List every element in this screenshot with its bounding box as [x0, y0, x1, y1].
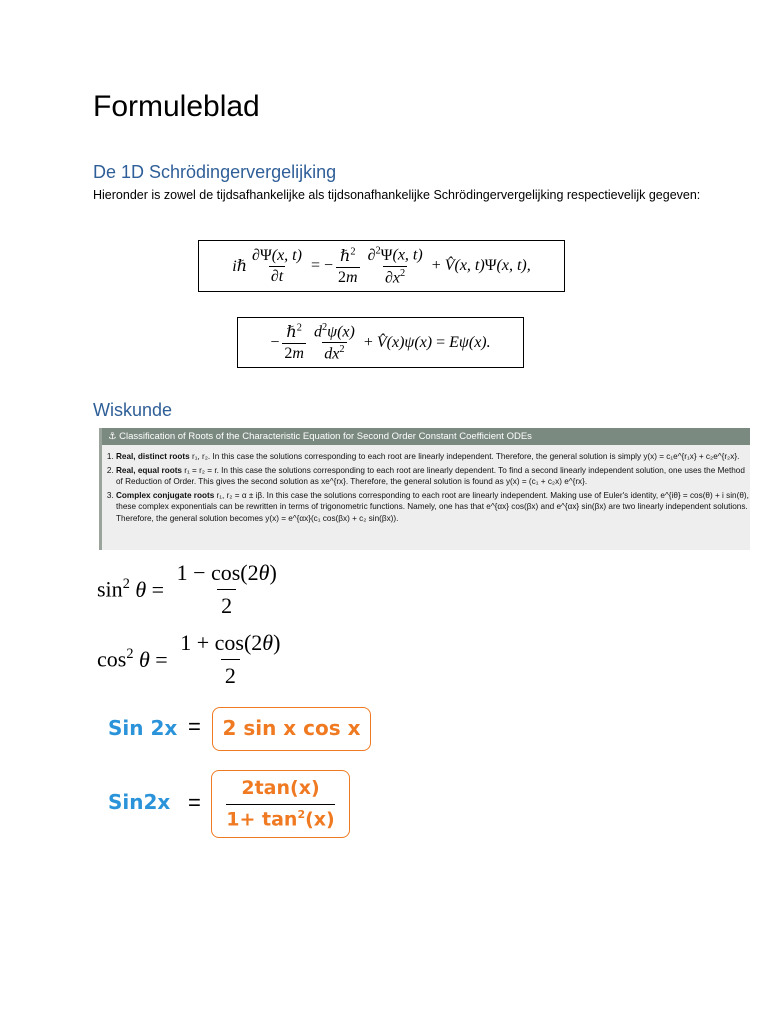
sin-squared-identity: $\sin^2$ θ = $\frac{1 - \cos(2\theta)}{2}$ — [97, 560, 277, 618]
tan-den-pre: 1+ tan — [226, 808, 298, 831]
equals-sign-2: = — [188, 790, 201, 815]
item-text: r₁, r₂ = α ± iβ. In this case the solutions corresponding to each root are linearly independent. Making use of Euler's identity, e^{iθ} = cos(θ) + i sin(θ), these complex exponentials can be rewritten in terms of trigonometric functions. Namely, one has that e^{αx} cos(βx) and e^{αx} sin(βx) are two linearly independent solutions. Therefore, the general solution becomes y(x) = e^{αx}(c₁ cos(βx) + c₂ sin(βx)). — [116, 490, 749, 523]
item-title: Real, equal roots — [116, 465, 182, 475]
tan-denominator — [212, 808, 349, 830]
time-dependent-equation: iℏ $\frac{\partial\Psi(x, t)}{\partial t}$ = − $\frac{\hbar^2}{2m}$ $\frac{\partial^2\Psi(x, t)}{\partial x^2}$ + V̂(x, t)Ψ(x, t), — [198, 240, 565, 292]
list-item — [116, 465, 750, 488]
panel-header-text: Classification of Roots of the Characteristic Equation for Second Order Constant Coefficient ODEs — [119, 431, 532, 442]
sin2x-label-2: Sin2x — [108, 790, 171, 814]
schrodinger-heading: De 1D Schrödingervergelijking — [93, 162, 337, 182]
list-item — [116, 490, 750, 525]
cos-squared-identity: $\cos^2$ θ = $\frac{1 + \cos(2\theta)}{2}$ — [97, 630, 281, 688]
sin2x-result-box-2 — [211, 770, 350, 838]
item-text: r₁, r₂. In this case the solutions corresponding to each root are linearly independent. Therefore, the general solution is simply y(x) = c₁e^{r₁x} + c₂e^{r₂x}. — [189, 452, 740, 461]
item-text: r₁ = r₂ = r. In this case the solutions corresponding to each root are linearly dependent. To find a second linearly independent solution, one uses the Method of Reduction of Order. This gives the second solution as xe^{rx}. Therefore, the general solution is found as y(x) = (c₁ + c₂x) e^{rx}. — [116, 465, 745, 486]
fraction-bar — [226, 804, 335, 805]
pin-icon: ⚓ — [108, 431, 117, 442]
list-item — [116, 451, 750, 463]
tan-den-sup: 2 — [297, 808, 306, 821]
classification-list — [102, 451, 750, 524]
page-title: Formuleblad — [93, 90, 260, 123]
sin2x-result-box-1 — [212, 707, 371, 751]
item-title: Real, distinct roots — [116, 452, 190, 461]
panel-header — [102, 428, 750, 445]
tan-numerator: 2tan(x) — [241, 777, 320, 799]
sin2x-result-1: 2 sin x cos x — [222, 716, 361, 740]
sin2x-label-1: Sin 2x — [108, 716, 178, 740]
tan-den-post: (x) — [305, 808, 335, 831]
time-independent-equation: − $\frac{\hbar^2}{2m}$ $\frac{d^2\psi(x)}{dx^2}$ + V̂(x)ψ(x) = Eψ(x). — [237, 317, 524, 368]
classification-panel — [99, 428, 750, 550]
equals-sign-1: = — [188, 714, 201, 739]
item-title: Complex conjugate roots — [116, 490, 215, 500]
wiskunde-heading: Wiskunde — [93, 400, 173, 420]
schrodinger-intro: Hieronder is zowel de tijdsafhankelijke als tijdsonafhankelijke Schrödingervergelijking respectievelijk gegeven: — [93, 188, 701, 202]
